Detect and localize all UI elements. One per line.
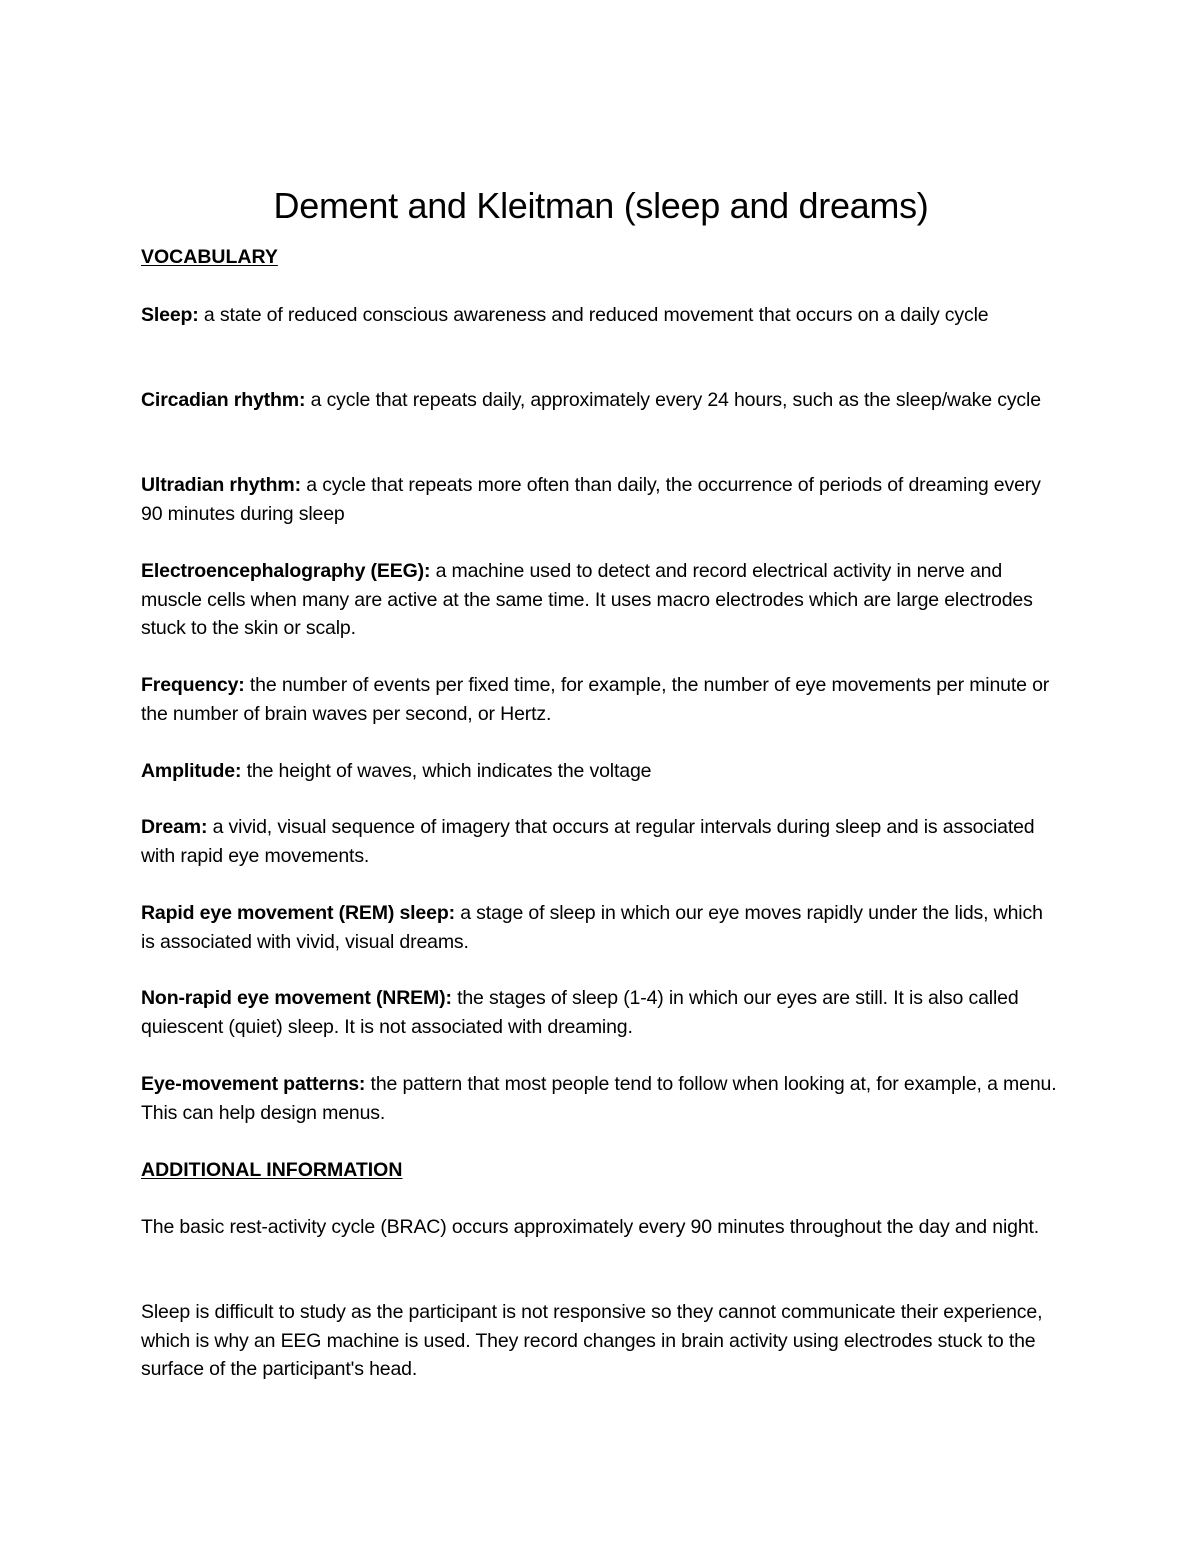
- vocab-definition: a state of reduced conscious awareness and reduced movement that occurs on a daily cycle: [203, 304, 989, 326]
- vocab-definition: the height of waves, which indicates the voltage: [246, 760, 652, 782]
- vocab-definition: the stages of sleep (1-4) in which our eyes are still. It is also called quiescent (quiet) sleep. It is not associated with dreaming.: [141, 987, 1019, 1038]
- vocab-entry-eye-movement-patterns: [141, 1070, 1061, 1127]
- vocab-entry-eeg: [141, 557, 1061, 643]
- vocab-term: Dream:: [141, 816, 208, 838]
- vocab-definition: a vivid, visual sequence of imagery that occurs at regular intervals during sleep and is associated with rapid eye movements.: [141, 816, 1035, 867]
- vocab-definition: a cycle that repeats daily, approximately every 24 hours, such as the sleep/wake cycle: [310, 389, 1041, 411]
- vocab-definition: a machine used to detect and record electrical activity in nerve and muscle cells when many are active at the same time. It uses macro electrodes which are large electrodes stuck to the skin or scalp.: [141, 560, 1033, 639]
- vocab-term: Frequency:: [141, 674, 245, 696]
- vocab-definition: the pattern that most people tend to follow when looking at, for example, a menu. This can help design menus.: [141, 1073, 1057, 1124]
- vocabulary-heading: VOCABULARY: [141, 246, 278, 268]
- vocab-entry-ultradian-rhythm: [141, 471, 1061, 528]
- vocab-entry-frequency: [141, 671, 1061, 728]
- additional-paragraph-eeg-study: Sleep is difficult to study as the participant is not responsive so they cannot communicate their experience, which is why an EEG machine is used. They record changes in brain activity using electrodes stuck to the surface of the participant's head.: [141, 1301, 1043, 1380]
- vocab-entry-rem-sleep: [141, 899, 1061, 956]
- vocab-term: Circadian rhythm:: [141, 389, 306, 411]
- additional-paragraph-brac: The basic rest-activity cycle (BRAC) occurs approximately every 90 minutes throughout the day and night.: [141, 1216, 1040, 1238]
- vocab-term: Non-rapid eye movement (NREM):: [141, 987, 452, 1009]
- vocab-entry-dream: [141, 813, 1061, 870]
- vocab-term: Ultradian rhythm:: [141, 474, 301, 496]
- vocab-entry-nrem: [141, 984, 1061, 1041]
- vocab-term: Rapid eye movement (REM) sleep:: [141, 902, 455, 924]
- vocab-definition: a cycle that repeats more often than daily, the occurrence of periods of dreaming every 90 minutes during sleep: [141, 474, 1041, 525]
- document-page: [141, 0, 1061, 1553]
- vocab-term: Sleep:: [141, 304, 199, 326]
- vocab-term: Amplitude:: [141, 760, 242, 782]
- vocab-definition: a stage of sleep in which our eye moves rapidly under the lids, which is associated with vivid, visual dreams.: [141, 902, 1043, 953]
- additional-information-heading: ADDITIONAL INFORMATION: [141, 1159, 403, 1181]
- page-title: Dement and Kleitman (sleep and dreams): [273, 185, 929, 226]
- vocab-term: Eye-movement patterns:: [141, 1073, 366, 1095]
- vocab-term: Electroencephalography (EEG):: [141, 560, 431, 582]
- vocab-entry-sleep: [141, 301, 1061, 330]
- vocab-definition: the number of events per fixed time, for example, the number of eye movements per minute or the number of brain waves per second, or Hertz.: [141, 674, 1050, 725]
- vocab-entry-circadian-rhythm: [141, 386, 1061, 415]
- vocab-entry-amplitude: [141, 757, 1061, 786]
